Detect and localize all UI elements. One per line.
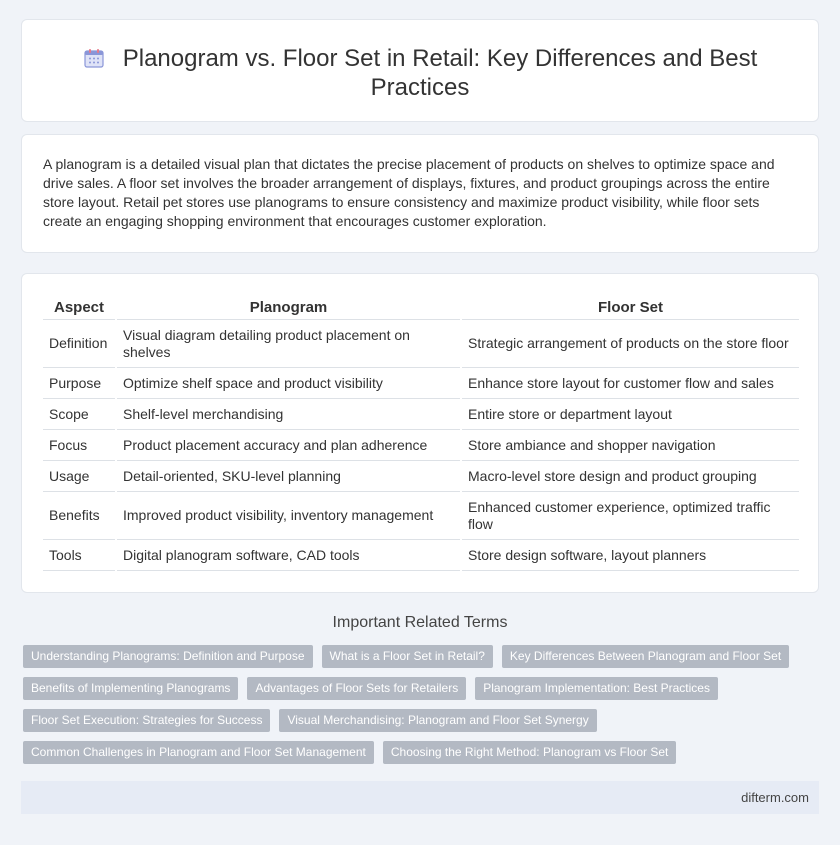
cell-planogram: Optimize shelf space and product visibility [116,368,461,399]
tag-row [23,645,823,668]
tag-row [23,677,823,700]
comparison-table [43,294,799,571]
related-terms-list [23,645,823,773]
table-row [43,540,799,571]
cell-aspect: Usage [43,461,116,492]
intro-paragraph: A planogram is a detailed visual plan that dictates the precise placement of products on shelves to optimize space and drive sales. A floor set involves the broader arrangement of displays, fixtures, and product groupings across the entire store layout. Retail pet stores use planograms to ensure consistency and maximize product visibility, while floor sets create an engaging shopping environment that encourages customer exploration. [43,156,775,229]
tag-row [23,709,823,732]
intro-card [21,134,819,253]
related-term-tag[interactable]: Benefits of Implementing Planograms [23,677,238,700]
header-card [21,19,819,122]
header-floor-set: Floor Set [461,294,799,320]
table-row [43,430,799,461]
page-title-wrap [22,44,818,102]
related-term-tag[interactable]: Understanding Planograms: Definition and Purpose [23,645,313,668]
footer [21,781,819,814]
related-term-tag[interactable]: Key Differences Between Planogram and Floor Set [502,645,789,668]
cell-floor-set: Enhance store layout for customer flow and sales [461,368,799,399]
cell-planogram: Detail-oriented, SKU-level planning [116,461,461,492]
cell-aspect: Scope [43,399,116,430]
related-term-tag[interactable]: Advantages of Floor Sets for Retailers [247,677,466,700]
cell-planogram: Visual diagram detailing product placement on shelves [116,320,461,368]
cell-planogram: Shelf-level merchandising [116,399,461,430]
cell-floor-set: Strategic arrangement of products on the store floor [461,320,799,368]
table-row [43,368,799,399]
comparison-card [21,273,819,593]
tag-row [23,741,823,764]
page-title: Planogram vs. Floor Set in Retail: Key Differences and Best Practices [122,45,758,101]
related-terms-title: Important Related Terms [332,614,508,631]
cell-aspect: Tools [43,540,116,571]
related-term-tag[interactable]: What is a Floor Set in Retail? [322,645,493,668]
table-row [43,461,799,492]
related-term-tag[interactable]: Planogram Implementation: Best Practices [475,677,718,700]
related-term-tag[interactable]: Visual Merchandising: Planogram and Floor Set Synergy [279,709,596,732]
footer-site[interactable]: difterm.com [741,790,809,805]
cell-planogram: Digital planogram software, CAD tools [116,540,461,571]
cell-floor-set: Store ambiance and shopper navigation [461,430,799,461]
cell-aspect: Definition [43,320,116,368]
header-planogram: Planogram [116,294,461,320]
cell-floor-set: Store design software, layout planners [461,540,799,571]
cell-floor-set: Entire store or department layout [461,399,799,430]
cell-aspect: Focus [43,430,116,461]
table-header-row [43,294,799,320]
table-row [43,320,799,368]
calendar-icon [83,47,105,69]
cell-floor-set: Macro-level store design and product grouping [461,461,799,492]
related-term-tag[interactable]: Floor Set Execution: Strategies for Success [23,709,270,732]
table-row [43,492,799,540]
cell-aspect: Benefits [43,492,116,540]
cell-aspect: Purpose [43,368,116,399]
related-term-tag[interactable]: Common Challenges in Planogram and Floor Set Management [23,741,374,764]
cell-planogram: Product placement accuracy and plan adherence [116,430,461,461]
header-aspect: Aspect [43,294,116,320]
related-term-tag[interactable]: Choosing the Right Method: Planogram vs Floor Set [383,741,676,764]
cell-planogram: Improved product visibility, inventory management [116,492,461,540]
table-row [43,399,799,430]
cell-floor-set: Enhanced customer experience, optimized traffic flow [461,492,799,540]
